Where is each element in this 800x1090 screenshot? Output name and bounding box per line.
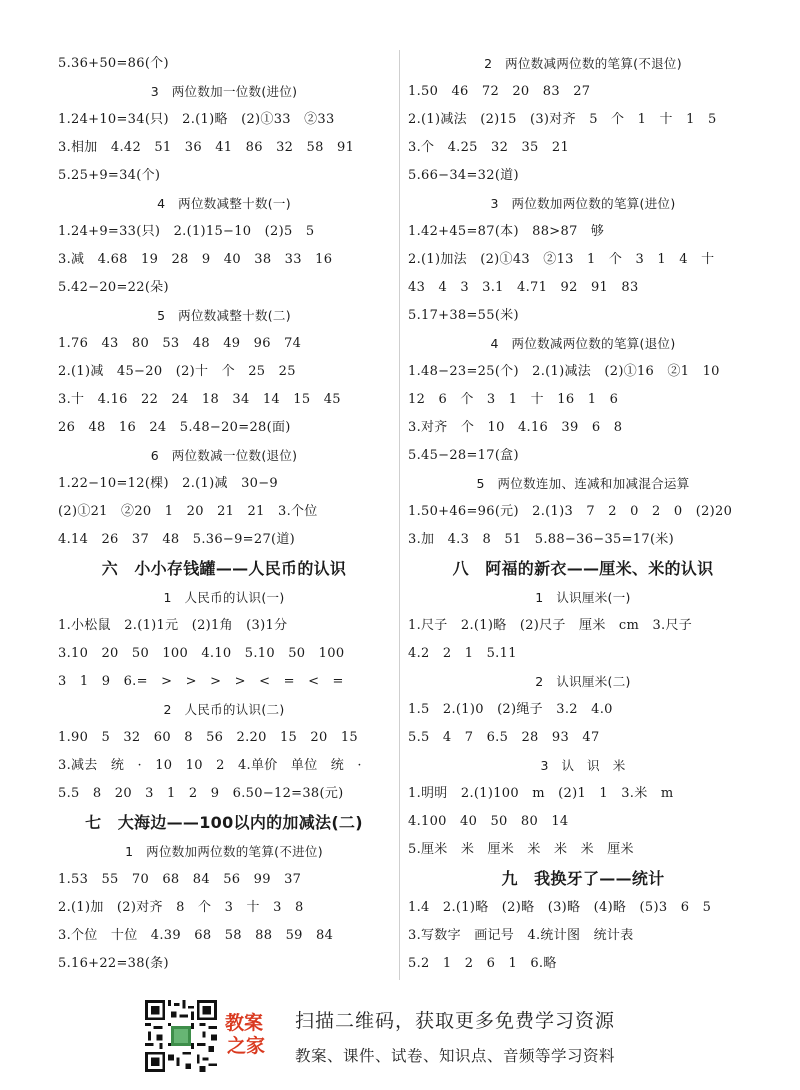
answer-line: 1.50+46=96(元) 2.(1)3 7 2 0 2 0 (2)20 (408, 504, 733, 519)
logo-text-top: 教案 (225, 1012, 264, 1034)
answer-line: 3.10 20 50 100 4.10 5.10 50 100 (58, 646, 345, 661)
answer-line: 43 4 3 3.1 4.71 92 91 83 (408, 280, 639, 295)
section-heading: 2 认识厘米(二) (535, 674, 631, 689)
answer-line: 3.十 4.16 22 24 18 34 14 15 45 (58, 392, 341, 407)
answer-line: 1.5 2.(1)0 (2)绳子 3.2 4.0 (408, 702, 613, 717)
answer-line: 2.(1)加 (2)对齐 8 个 3 十 3 8 (58, 900, 304, 915)
answer-line: 1.90 5 32 60 8 56 2.20 15 20 15 (58, 730, 358, 745)
answer-line: (2)①21 ②20 1 20 21 21 3.个位 (58, 504, 318, 519)
section-heading: 1 人民币的认识(一) (163, 590, 285, 605)
answer-line: 1.小松鼠 2.(1)1元 (2)1角 (3)1分 (58, 618, 288, 633)
section-heading: 1 认识厘米(一) (535, 590, 631, 605)
answer-line: 1.4 2.(1)略 (2)略 (3)略 (4)略 (5)3 6 5 (408, 900, 712, 915)
answer-line: 4.2 2 1 5.11 (408, 646, 517, 661)
section-heading: 4 两位数减整十数(一) (157, 196, 291, 211)
answer-line: 5.25+9=34(个) (58, 168, 161, 183)
answer-line: 3.减去 统 · 10 10 2 4.单价 单位 统 · (58, 758, 362, 773)
answer-line: 5.2 1 2 6 1 6.略 (408, 956, 557, 971)
section-heading: 5 两位数连加、连减和加减混合运算 (476, 476, 690, 491)
answer-line: 5.5 8 20 3 1 2 9 6.50−12=38(元) (58, 786, 344, 801)
answer-line: 1.24+10=34(只) 2.(1)略 (2)①33 ②33 (58, 112, 335, 127)
answer-line: 2.(1)减 45−20 (2)十 个 25 25 (58, 364, 296, 379)
column-divider (399, 50, 400, 980)
answer-line: 3.相加 4.42 51 36 41 86 32 58 91 (58, 140, 355, 155)
answer-line: 4.100 40 50 80 14 (408, 814, 569, 829)
answer-line: 5.5 4 7 6.5 28 93 47 (408, 730, 600, 745)
answer-line: 5.66−34=32(道) (408, 168, 519, 183)
answer-line: 5.17+38=55(米) (408, 308, 519, 323)
answer-line: 1.22−10=12(棵) 2.(1)减 30−9 (58, 476, 278, 491)
answer-line: 5.42−20=22(朵) (58, 280, 169, 295)
answer-line: 26 48 16 24 5.48−20=28(面) (58, 420, 291, 435)
answer-line: 3.个 4.25 32 35 21 (408, 140, 570, 155)
chapter-heading: 九 我换牙了——统计 (501, 869, 665, 888)
answer-line: 1.50 46 72 20 83 27 (408, 84, 591, 99)
answer-line: 3 1 9 6.= > > > > < = < = (58, 674, 344, 689)
promo-line-primary: 扫描二维码，获取更多免费学习资源 (295, 1010, 616, 1032)
answer-line: 5.45−28=17(盒) (408, 448, 519, 463)
left-column (58, 50, 390, 978)
answer-line: 1.24+9=33(只) 2.(1)15−10 (2)5 5 (58, 224, 315, 239)
answer-line: 4.14 26 37 48 5.36−9=27(道) (58, 532, 296, 547)
section-heading: 4 两位数减两位数的笔算(退位) (490, 336, 676, 351)
promo-line-secondary: 教案、课件、试卷、知识点、音频等学习资料 (295, 1047, 616, 1065)
answer-line: 3.写数字 画记号 4.统计图 统计表 (408, 928, 634, 943)
answer-line: 1.明明 2.(1)100 m (2)1 1 3.米 m (408, 786, 674, 801)
answer-line: 1.42+45=87(本) 88>87 够 (408, 224, 605, 239)
chapter-heading: 八 阿福的新衣——厘米、米的认识 (452, 559, 714, 578)
answer-line: 2.(1)加法 (2)①43 ②13 1 个 3 1 4 十 (408, 252, 715, 267)
brand-logo (225, 1012, 285, 1064)
section-heading: 5 两位数减整十数(二) (157, 308, 291, 323)
section-heading: 2 人民币的认识(二) (163, 702, 285, 717)
qr-code[interactable] (145, 1000, 217, 1072)
answer-line: 1.尺子 2.(1)略 (2)尺子 厘米 cm 3.尺子 (408, 618, 693, 633)
logo-text-bottom: 之家 (227, 1035, 266, 1057)
section-heading: 1 两位数加两位数的笔算(不进位) (125, 844, 323, 859)
answer-line: 3.个位 十位 4.39 68 58 88 59 84 (58, 928, 334, 943)
section-heading: 3 两位数加两位数的笔算(进位) (490, 196, 676, 211)
section-heading: 3 认 识 米 (540, 758, 626, 773)
answer-line: 1.53 55 70 68 84 56 99 37 (58, 872, 302, 887)
answer-line: 3.加 4.3 8 51 5.88−36−35=17(米) (408, 532, 674, 547)
answer-line: 3.对齐 个 10 4.16 39 6 8 (408, 420, 623, 435)
footer-banner (145, 1000, 665, 1072)
answer-line: 5.36+50=86(个) (58, 56, 169, 71)
section-heading: 2 两位数减两位数的笔算(不退位) (484, 56, 682, 71)
answer-line: 12 6 个 3 1 十 16 1 6 (408, 392, 619, 407)
answer-line: 1.48−23=25(个) 2.(1)减法 (2)①16 ②1 10 (408, 364, 720, 379)
answer-line: 5.厘米 米 厘米 米 米 米 厘米 (408, 842, 634, 857)
answer-line: 5.16+22=38(条) (58, 956, 169, 971)
chapter-heading: 七 大海边——100以内的加减法(二) (85, 813, 363, 832)
right-column (408, 50, 758, 978)
answer-line: 1.76 43 80 53 48 49 96 74 (58, 336, 302, 351)
answer-line: 3.减 4.68 19 28 9 40 38 33 16 (58, 252, 333, 267)
section-heading: 3 两位数加一位数(进位) (150, 84, 298, 99)
answer-line: 2.(1)减法 (2)15 (3)对齐 5 个 1 十 1 5 (408, 112, 717, 127)
section-heading: 6 两位数减一位数(退位) (150, 448, 298, 463)
chapter-heading: 六 小小存钱罐——人民币的认识 (101, 559, 347, 578)
